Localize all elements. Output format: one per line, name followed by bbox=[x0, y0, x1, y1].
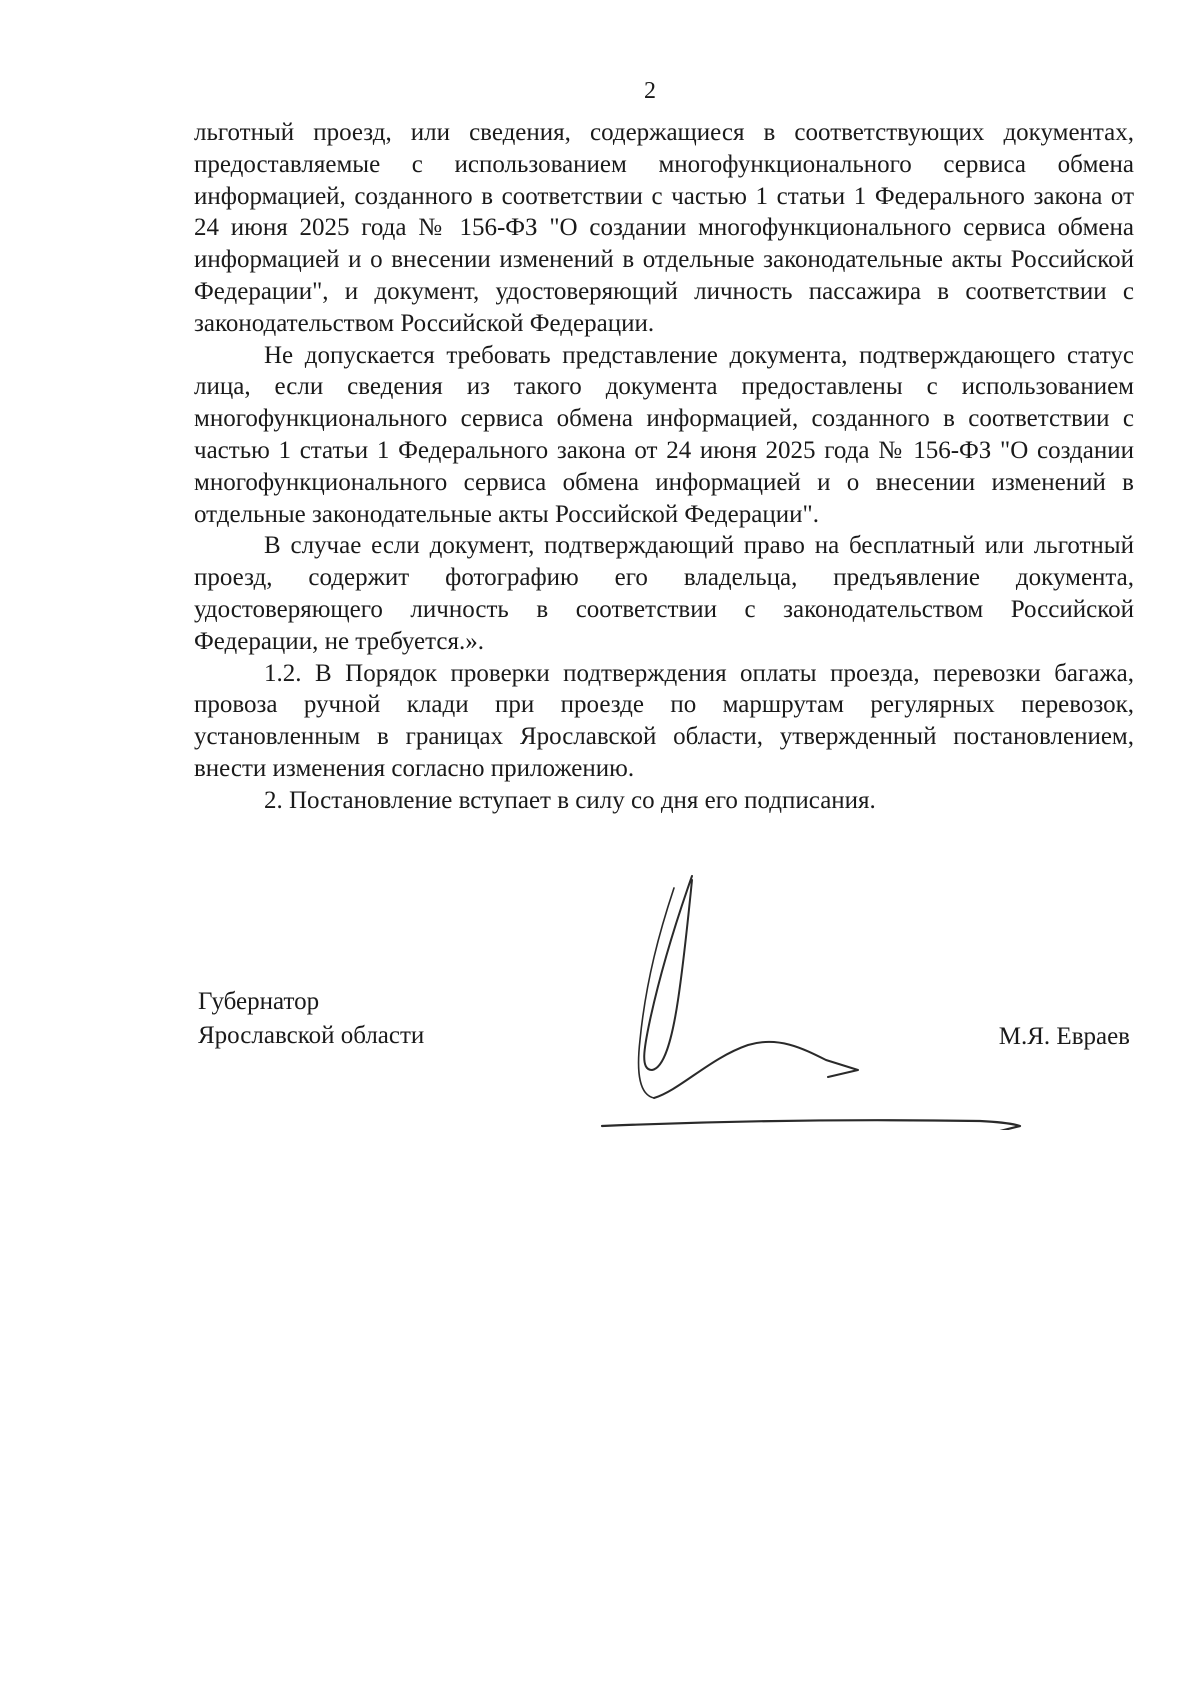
document-body bbox=[194, 117, 1134, 817]
signatory-name: М.Я. Евраев bbox=[998, 1023, 1130, 1050]
signatory-title bbox=[198, 985, 424, 1053]
signatory-title-line-2: Ярославской области bbox=[198, 1022, 425, 1049]
signature-underline bbox=[602, 1120, 1020, 1130]
paragraph-5: 2. Постановление вступает в силу со дня его подписания. bbox=[264, 786, 876, 814]
paragraph-4: 1.2. В Порядок проверки подтверждения оплаты проезда, перевозки багажа, провоза ручной клади при проезде по маршрутам регулярных перевозок, установленным в границах Ярославской области, утвержденный постановлением, внести изменения согласно приложению. bbox=[194, 659, 1134, 782]
paragraph-1: льготный проезд, или сведения, содержащиеся в соответствующих документах, предоставляемые с использованием многофункционального сервиса обмена информацией, созданного в соответствии с частью 1 статьи 1 Федерального закона от 24 июня 2025 года № 156-ФЗ "О создании многофункционального сервиса обмена информацией и о внесении изменений в отдельные законодательные акты Российской Федерации", и документ, удостоверяющий личность пассажира в соответствии с законодательством Российской Федерации. bbox=[194, 119, 1134, 337]
handwritten-signature bbox=[580, 870, 1040, 1130]
paragraph-3: В случае если документ, подтверждающий право на бесплатный или льготный проезд, содержит фотографию его владельца, предъявление документа, удостоверяющего личность в соответствии с законодательством Российской Федерации, не требуется.». bbox=[194, 532, 1134, 655]
page-number: 2 bbox=[644, 78, 656, 104]
signature-stroke-curve bbox=[654, 1042, 858, 1098]
paragraph-2: Не допускается требовать представление документа, подтверждающего статус лица, если сведения из такого документа предоставлены с использованием многофункционального сервиса обмена информацией, созданного в соответствии с частью 1 статьи 1 Федерального закона от 24 июня 2025 года № 156-ФЗ "О создании многофункционального сервиса обмена информацией и о внесении изменений в отдельные законодательные акты Российской Федерации". bbox=[194, 341, 1134, 528]
signatory-title-line-1: Губернатор bbox=[198, 988, 320, 1015]
